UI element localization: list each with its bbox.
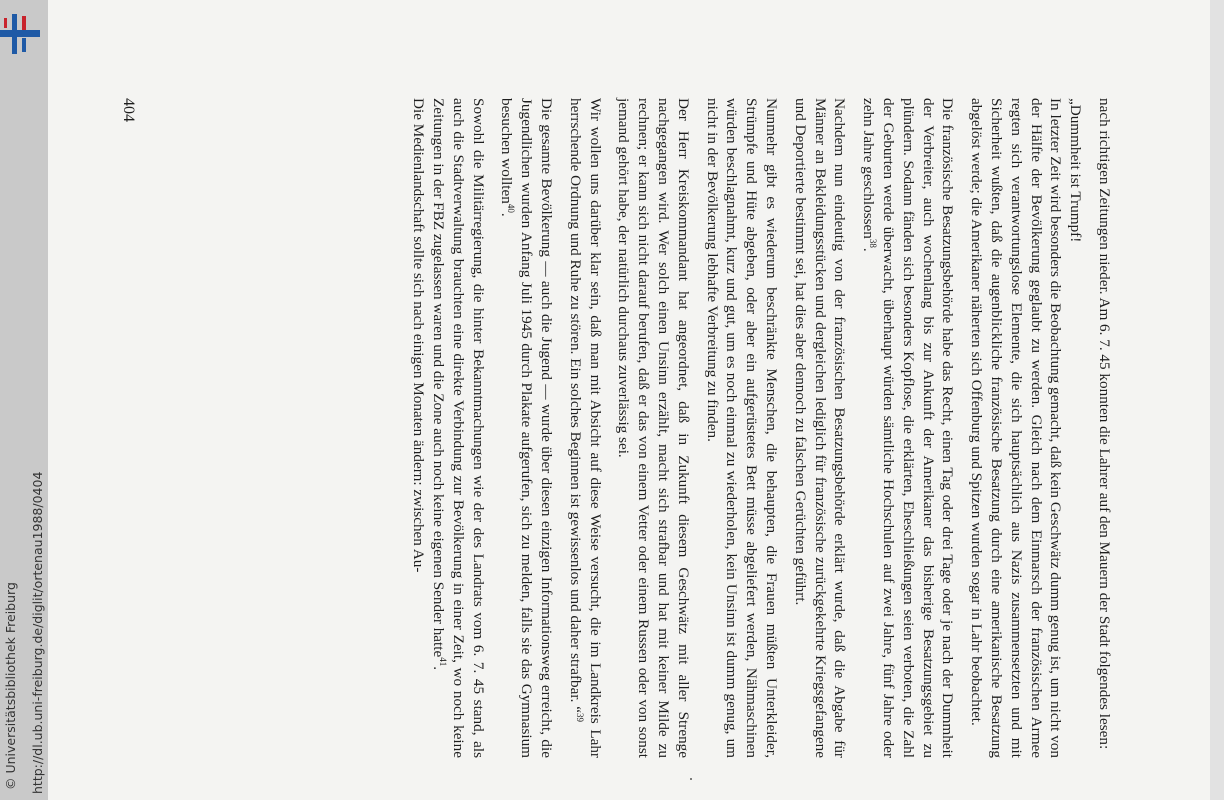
footnote-ref: 38 [868,238,879,248]
paragraph: „Dummheit ist Trumpf! [1067,98,1085,243]
paragraph: nach richtigen Zeitungen nieder. Am 6. 7. 45 konnten die Lahrer auf den Mauern der Stadt folgendes lesen: [1096,98,1113,750]
footnote-ref: 40 [506,203,517,213]
scan-speck [690,778,692,780]
page-text [400,98,1115,758]
page-number: 404 [120,98,137,122]
paragraph: Nunmehr gibt es wiederum beschränkte Menschen, die behaupten, die Frauen müßten Unterkleider, Strümpfe und Hüte abgeben, oder aber ein aufgerüstetes Bett müsse abgeliefert werden, Nähmaschinen würden beschlagnahmt, kurz und gut, um es noch einmal zu wiederholen, kein Unsinn ist dumm genug, um nicht in der Bevölkerung lebhafte Verbreitung zu finden. [703,98,781,758]
paragraph: Die Medienlandschaft sollte sich nach einigen Monaten ändern: zwischen Au- [410,98,428,573]
paragraph: Die französische Besatzungsbehörde habe das Recht, einen Tag oder drei Tage oder je nach der Dummheit der Verbreiter, auch wochenlang bis zur Ankunft der Amerikaner das bisherige Besatzungsgebiet zu plündern. Sodann fänden sich besonders Kopflose, die erklärten, Eheschließungen seien verboten, die Zahl der Geburten werde überwacht, überhaupt würden sämtliche Hochschulen auf zwei Jahre, fünf Jahre oder zehn Jahre geschlossen$^{38}$. [860,98,957,758]
paragraph: Die gesamte Bevölkerung — auch die Jugend — wurde über diesen einzigen Informationsweg erreicht, die Jugendlichen wurden Anfang Juli 1945 durch Plakate aufgerufen, sich zu melden, falls sie das Gymnasium besuchen wollten$^{40}$. [498,98,556,758]
paragraph: In letzter Zeit wird besonders die Beobachtung gemacht, daß kein Geschwätz dumm genug ist, um nicht von der Hälfte der Bevölkerung geglaubt zu werden. Gleich nach dem Einmarsch der französischen Armee regten sich verantwortungslose Elemente, die sich hauptsächlich aus Nazis zusammensetzten und mit Sicherheit wußten, daß die augenblickliche französische Besatzung durch eine amerikanische Besatzung abgelöst werde; die Amerikaner näherten sich Offenburg und Spitzen wurden sogar in Lahr beobachtet. [968,98,1065,758]
paragraph: Sowohl die Militärregierung, die hinter Bekanntmachungen wie der des Landrats vom 6. 7. 45 stand, als auch die Stadtverwaltung brauchten eine direkte Verbindung zur Bevölkerung in einer Zeit, wo noch keine Zeitungen in der FBZ zugelassen waren und die Zone auch noch keine eigenen Sender hatte$^{41}$. [430,98,487,758]
permalink-url[interactable]: http://dl.ub.uni-freiburg.de/diglit/ortenau1988/0404 [30,471,45,794]
footnote-ref: 41 [438,657,449,667]
paragraph: Nachdem nun eindeutig von der französischen Besatzungsbehörde erklärt wurde, daß die Abgabe für Männer an Bekleidungsstücken und dergleichen lediglich für französische zurückgekehrte Kriegsgefangene und Deportierte bestimmt sei, hat dies aber dennoch zu falschen Gerüchten geführt. [791,98,849,758]
paragraph: Wir wollen uns darüber klar sein, daß man mit Absicht auf diese Weise versucht, die im Landkreis Lahr herrschende Ordnung und Ruhe zu stören. Ein solches Beginnen ist gewissenlos und daher strafbar. “$^{39}$ [566,98,604,758]
viewer-margin [0,0,48,800]
paragraph: Der Herr Kreiskommandant hat angeordnet, daß in Zukunft diesem Geschwätz mit aller Strenge nachgegangen wird. Wer solch einen Unsinn erzählt, macht sich strafbar und hat mit keiner Milde zu rechnen; er kann sich nicht darauf berufen, daß er das von einem Vetter oder einem Russen oder von sonst jemand gehört habe, der natürlich durchaus zuverlässig sei. [615,98,692,758]
copyright-notice: © Universitätsbibliothek Freiburg [3,582,18,790]
footnote-ref: 39 [574,712,585,722]
page-edge [1210,0,1224,800]
